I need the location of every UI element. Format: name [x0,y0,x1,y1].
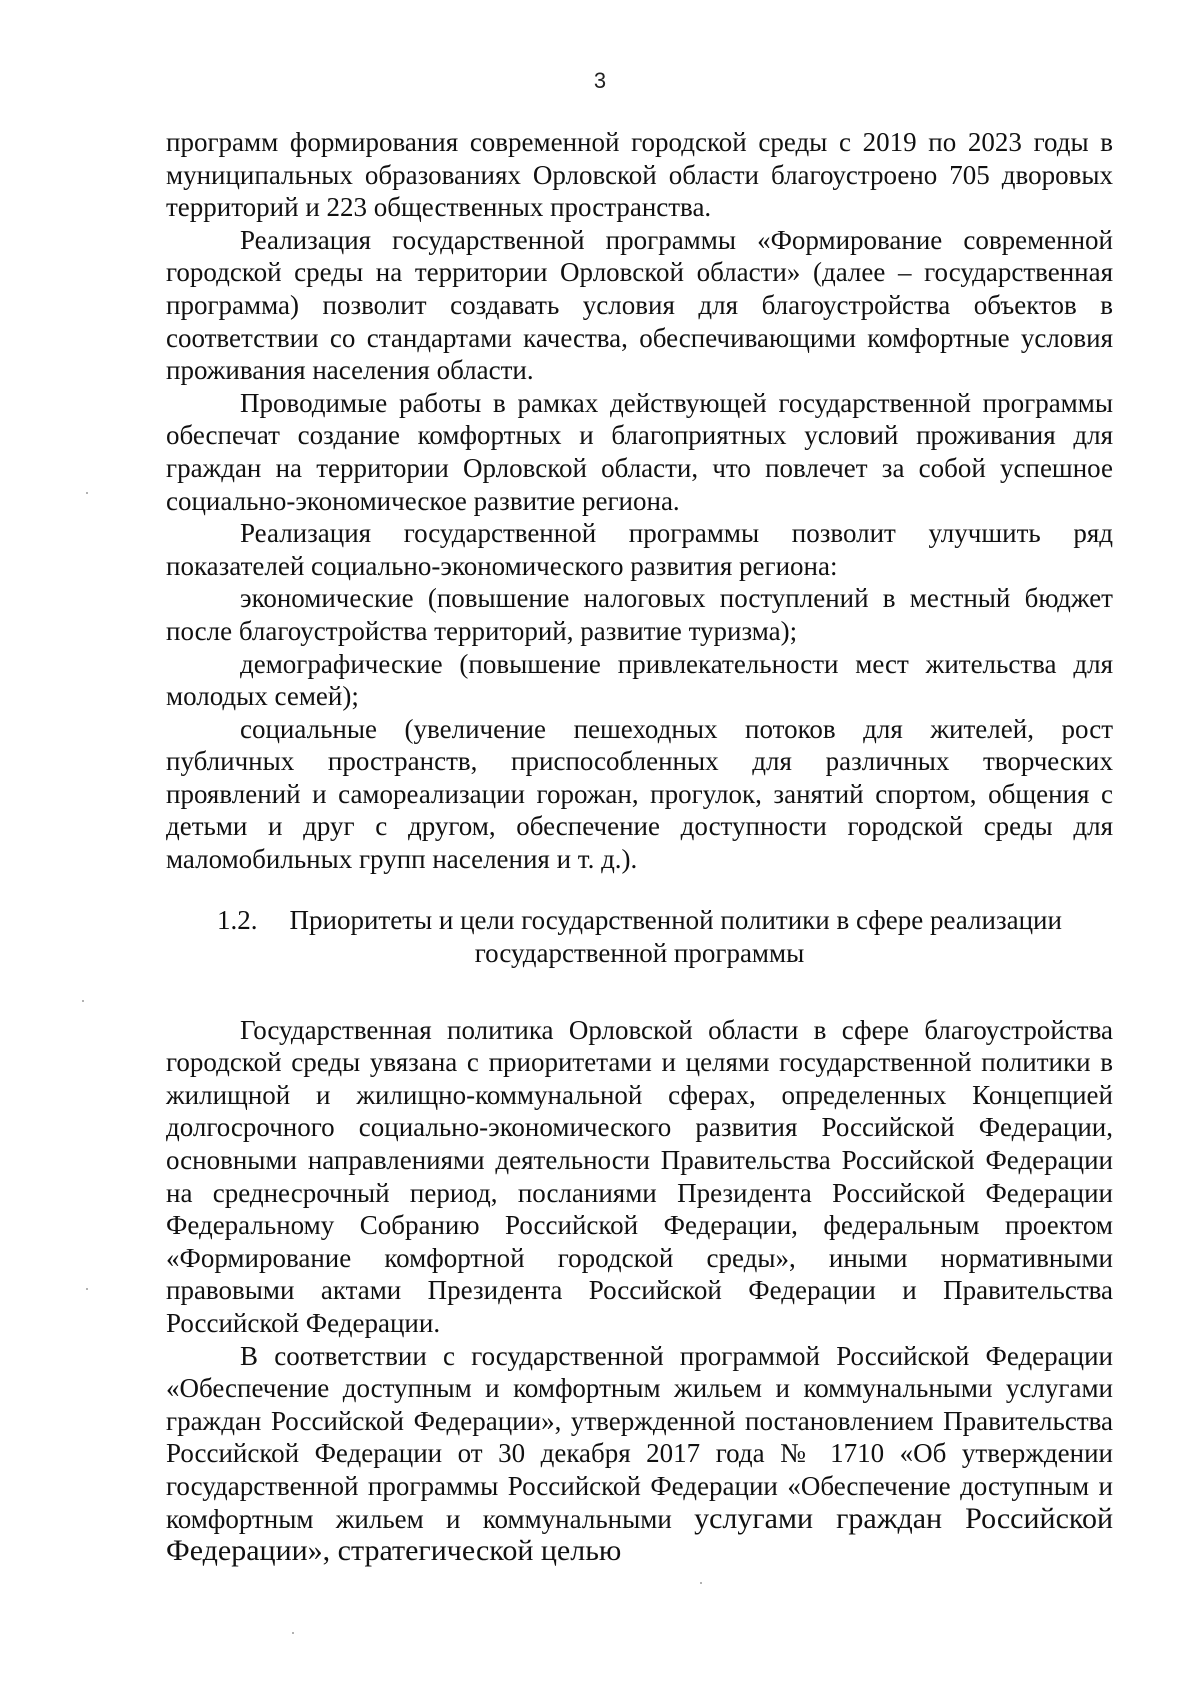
section-title-part-2: государственной программы [474,937,805,968]
intro-paragraphs [166,126,1113,876]
page-number: 3 [593,68,607,93]
scan-speck [700,1582,702,1584]
paragraph-federal-program [166,1340,1113,1568]
section-title-part-1: Приоритеты и цели государственной политики в сфере реализации [289,904,1062,935]
section-gap [166,970,1113,1014]
paragraph-economic: экономические (повышение налоговых поступлений в местный бюджет после благоустройства территорий, развитие туризма); [166,583,1113,646]
paragraph-4: Реализация государственной программы позволит улучшить ряд показателей социально-экономического развития региона: [166,518,1113,581]
section-number: 1.2. [217,904,258,935]
paragraph-3: Проводимые работы в рамках действующей государственной программы обеспечат создание комфортных и благоприятных условий проживания для граждан на территории Орловской области, что повлечет за собой успешное социально-экономическое развитие региона. [166,387,1113,516]
scan-speck [292,1632,294,1634]
paragraph-federal-program-main: В соответствии с государственной программой Российской Федерации «Обеспечение доступным и комфортным жильем и коммунальными услугами граждан Российской Федерации», утвержденной постановлением Правительства Российской Федерации от 30 декабря 2017 года № 1710 «Об утверждении государственной программы Российской Федерации «Обеспечение доступным и комфортным жильем и коммунальными [166,1340,1113,1534]
paragraph-1: программ формирования современной городской среды с 2019 по 2023 годы в муниципальных образованиях Орловской области благоустроено 705 дворовых территорий и 223 общественных пространства. [166,127,1113,223]
scan-speck [86,492,88,494]
document-body [166,126,1113,1568]
paragraph-federal-program-tail: услугами граждан Российской Федерации», стратегической целью [166,1501,1113,1568]
paragraph-2: Реализация государственной программы «Формирование современной городской среды на территории Орловской области» (далее – государственная программа) позволит создавать условия для благоустройства объектов в соответствии со стандартами качества, обеспечивающими комфортные условия проживания населения области. [166,224,1113,386]
paragraph-demographic: демографические (повышение привлекательности мест жительства для молодых семей); [166,648,1113,712]
paragraph-social: социальные (увеличение пешеходных потоков для жителей, рост публичных пространств, приспособленных для различных творческих проявлений и самореализации горожан, прогулок, занятий спортом, общения с детьми и друг с другом, обеспечение доступности городской среды для маломобильных групп населения и т. д.). [166,713,1113,875]
scan-speck [82,1000,84,1002]
section-heading [166,904,1113,970]
section-paragraphs [166,1014,1113,1568]
paragraph-policy: Государственная политика Орловской области в сфере благоустройства городской среды увязана с приоритетами и целями государственной политики в жилищной и жилищно-коммунальной сферах, определенных Концепцией долгосрочного социально-экономического развития Российской Федерации, основными направлениями деятельности Правительства Российской Федерации на среднесрочный период, посланиями Президента Российской Федерации Федеральному Собранию Российской Федерации, федеральным проектом «Формирование комфортной городской среды», иными нормативными правовыми актами Президента Российской Федерации и Правительства Российской Федерации. [166,1014,1113,1338]
section-heading-line-1 [166,904,1113,937]
scan-speck [86,1288,88,1290]
